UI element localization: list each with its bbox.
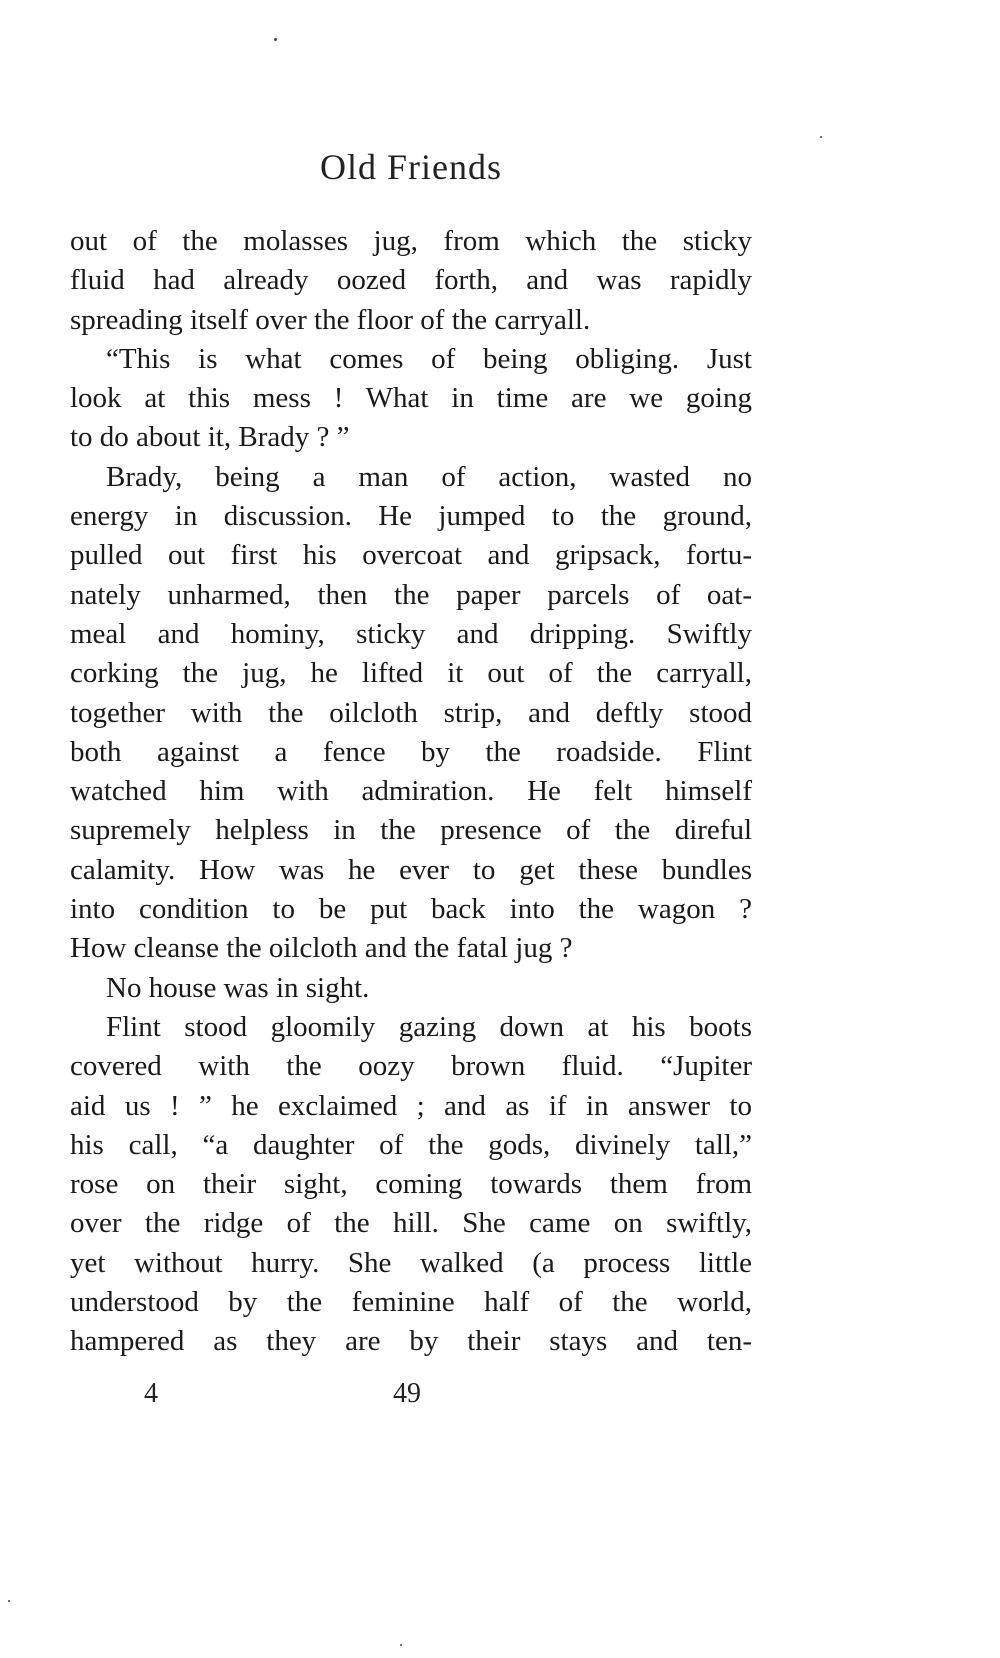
text-line: hampered as they are by their stays and ten- <box>70 1325 752 1358</box>
running-head: Old Friends <box>320 147 502 187</box>
text-line: covered with the oozy brown fluid. “Jupiter <box>70 1050 752 1083</box>
text-line: spreading itself over the floor of the carryall. <box>70 303 591 336</box>
text-line: corking the jug, he lifted it out of the carryall, <box>70 657 752 690</box>
text-line: meal and hominy, sticky and dripping. Swiftly <box>70 617 752 650</box>
text-line: together with the oilcloth strip, and deftly stood <box>70 696 752 729</box>
text-line: look at this mess ! What in time are we going <box>70 382 752 415</box>
text-line: over the ridge of the hill. She came on swiftly, <box>70 1207 752 1240</box>
scan-speck <box>8 1600 10 1602</box>
text-line: rose on their sight, coming towards them from <box>70 1168 752 1201</box>
text-line: to do about it, Brady ? ” <box>70 421 350 454</box>
scan-speck <box>274 38 277 41</box>
text-line: nately unharmed, then the paper parcels of oat- <box>70 578 752 611</box>
page-number: 49 <box>393 1378 421 1409</box>
text-line: supremely helpless in the presence of the direful <box>70 814 752 847</box>
text-line: his call, “a daughter of the gods, divinely tall,” <box>70 1128 752 1161</box>
text-line: No house was in sight. <box>106 971 370 1004</box>
text-line: fluid had already oozed forth, and was rapidly <box>70 264 752 297</box>
text-line: understood by the feminine half of the world, <box>70 1286 752 1319</box>
text-line: both against a fence by the roadside. Flint <box>70 735 752 768</box>
body-text <box>70 222 752 1362</box>
text-line: How cleanse the oilcloth and the fatal jug ? <box>70 932 573 965</box>
text-line: Flint stood gloomily gazing down at his boots <box>106 1010 752 1043</box>
scan-speck <box>820 136 822 138</box>
text-line: energy in discussion. He jumped to the ground, <box>70 500 752 533</box>
text-line: out of the molasses jug, from which the sticky <box>70 225 752 257</box>
text-line: “This is what comes of being obliging. Just <box>106 342 752 375</box>
text-line: calamity. How was he ever to get these bundles <box>70 853 752 886</box>
text-line: yet without hurry. She walked (a process little <box>70 1246 752 1279</box>
scan-speck <box>400 1644 402 1646</box>
text-line: aid us ! ” he exclaimed ; and as if in answer to <box>70 1089 752 1122</box>
signature-mark: 4 <box>144 1378 158 1409</box>
text-line: pulled out first his overcoat and gripsack, fortu- <box>70 539 752 572</box>
text-line: into condition to be put back into the wagon ? <box>70 893 752 926</box>
text-line: Brady, being a man of action, wasted no <box>106 460 752 493</box>
text-line: watched him with admiration. He felt himself <box>70 775 752 808</box>
